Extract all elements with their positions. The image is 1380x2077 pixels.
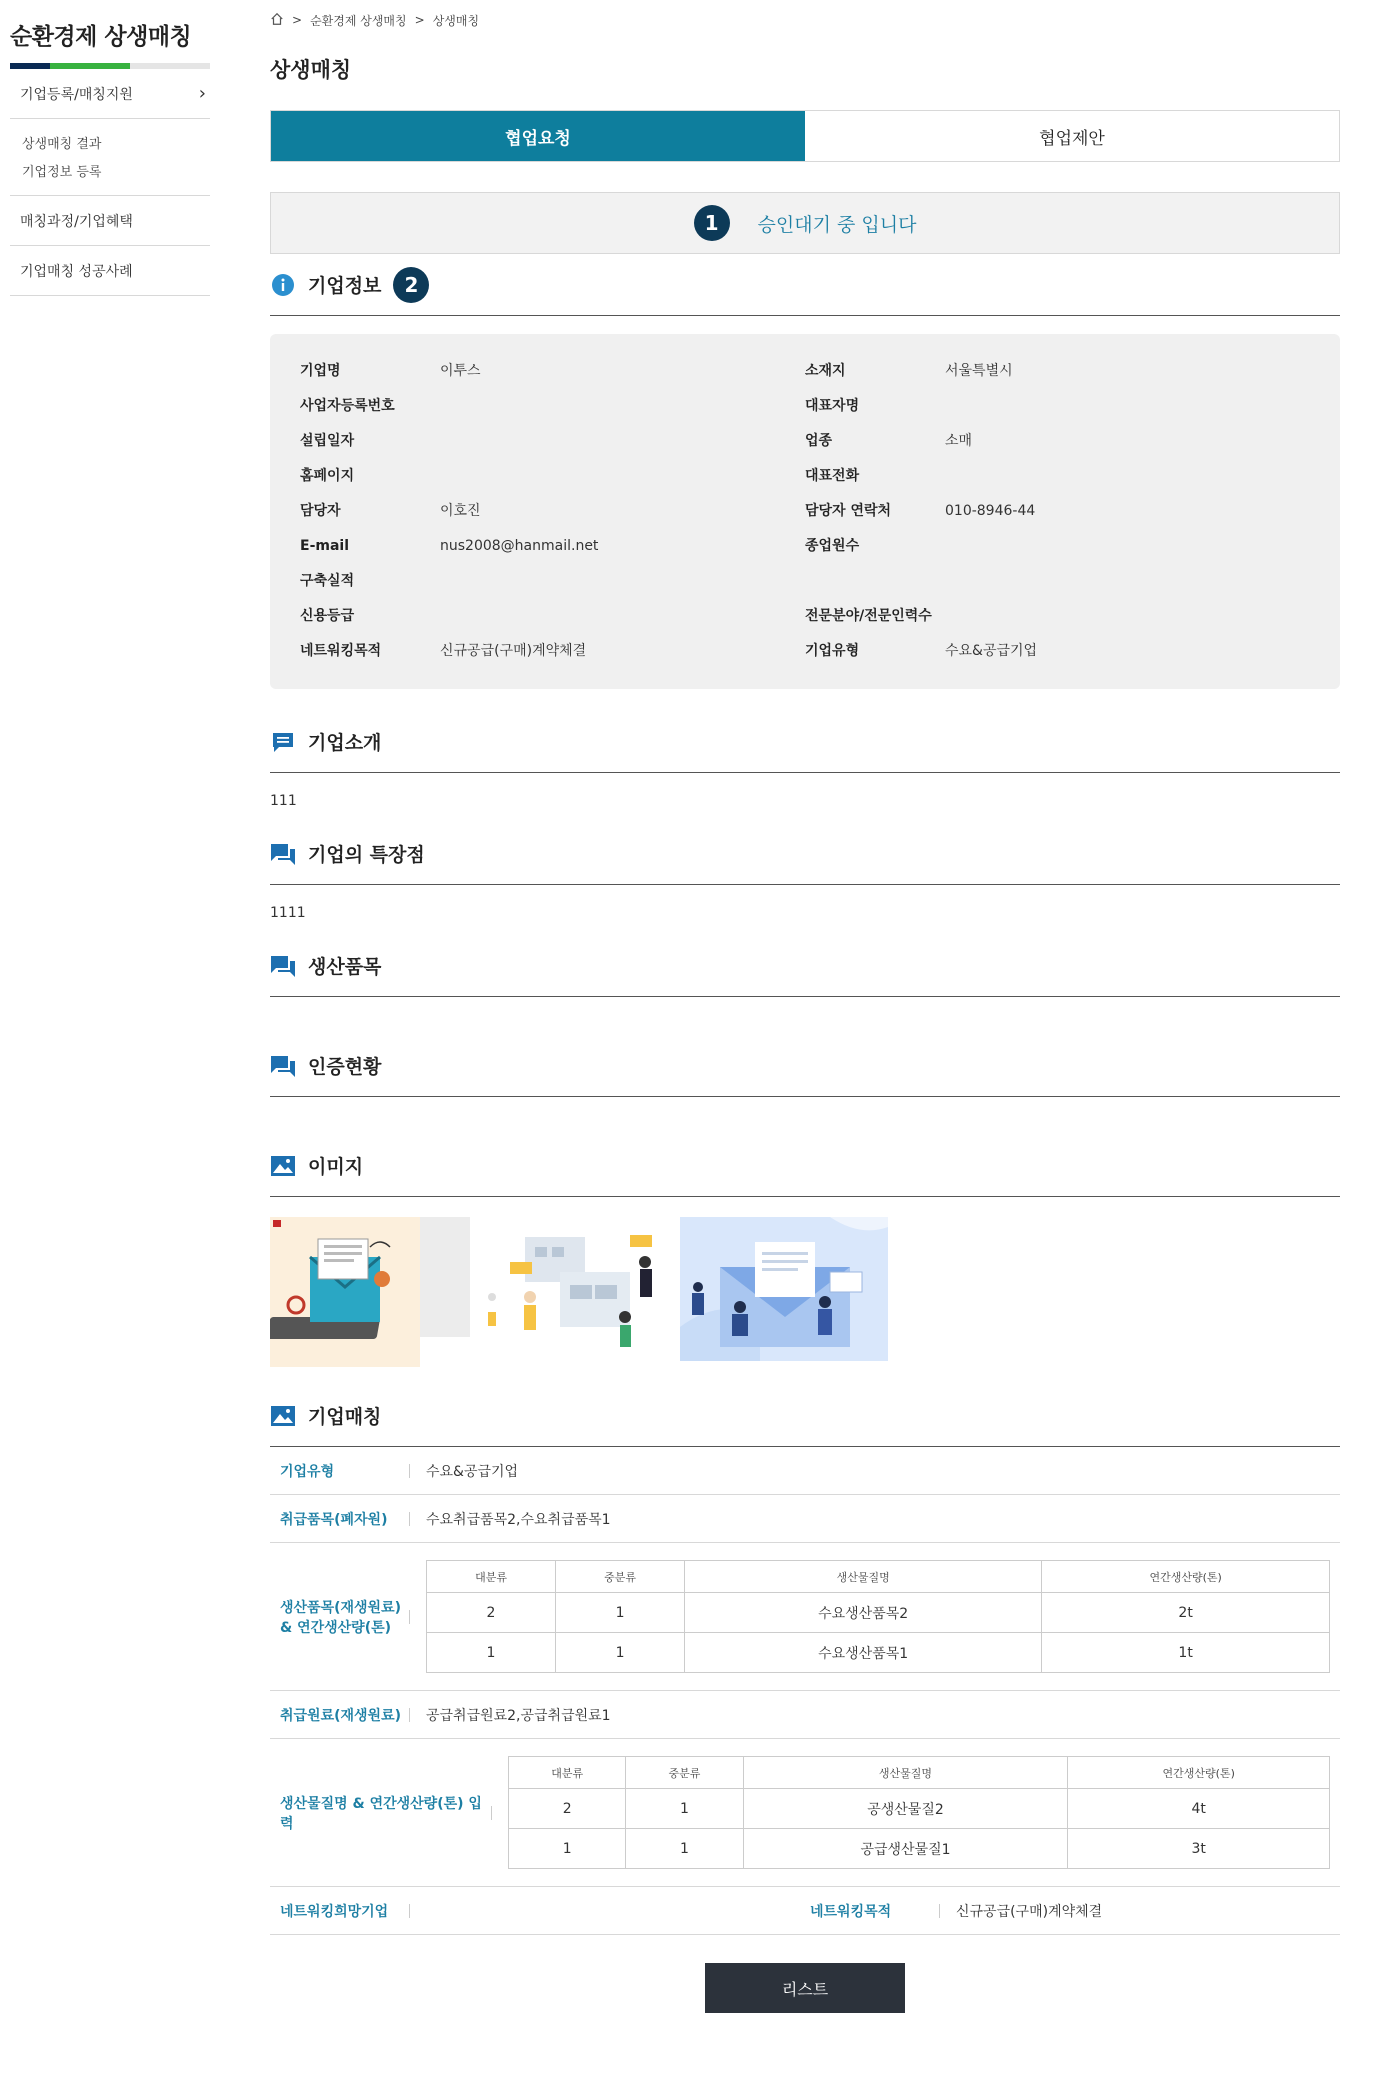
chat-icon — [270, 841, 296, 867]
matching-value: 공급취급원료2,공급취급원료1 — [426, 1707, 611, 1724]
table-header-row — [427, 1561, 1330, 1593]
gallery-image-collaboration[interactable] — [470, 1217, 680, 1367]
list-button[interactable]: 리스트 — [705, 1963, 905, 2013]
tab-collab-request[interactable]: 협업요청 — [271, 111, 805, 161]
section-title: 기업의 특장점 — [308, 844, 425, 866]
field-value — [440, 424, 805, 459]
supply-table — [508, 1756, 1330, 1869]
company-info-grid — [270, 334, 1340, 689]
sidebar-item-label: 매칭과정/기업혜택 — [20, 213, 133, 230]
image-gallery — [270, 1197, 1340, 1367]
section-title: 이미지 — [308, 1156, 364, 1178]
matching-row-supply — [270, 1739, 1340, 1887]
field-label: 기업명 — [300, 363, 341, 379]
field-value — [945, 599, 1310, 634]
matching-label: 네트워킹희망기업 — [270, 1901, 410, 1921]
table-cell: 2 — [509, 1789, 626, 1829]
sidebar-item-company-register[interactable] — [10, 69, 210, 119]
matching-value: 신규공급(구매)계약체결 — [956, 1903, 1103, 1920]
field-label — [805, 564, 945, 599]
matching-label: 취급품목(폐자원) — [270, 1509, 410, 1529]
image-icon — [270, 1403, 296, 1429]
table-cell: 2t — [1042, 1593, 1330, 1633]
field-value: 이호진 — [440, 503, 481, 519]
table-cell: 1t — [1042, 1633, 1330, 1673]
table-cell: 수요생산품목1 — [685, 1633, 1042, 1673]
table-header-cell: 대분류 — [509, 1757, 626, 1789]
field-label: E-mail — [300, 538, 350, 554]
field-label: 구축실적 — [300, 573, 355, 589]
field-label: 소재지 — [805, 363, 846, 379]
section-header-intro — [270, 711, 1340, 773]
table-header-row — [509, 1757, 1330, 1789]
table-header-cell: 연간생산량(톤) — [1042, 1561, 1330, 1593]
sidebar-submenu — [10, 119, 210, 196]
features-text: 1111 — [270, 905, 306, 921]
main-content — [270, 0, 1340, 2013]
breadcrumb-level1[interactable]: 순환경제 상생매칭 — [310, 13, 407, 28]
matching-row-handled-items — [270, 1495, 1340, 1543]
matching-row-raw-material — [270, 1691, 1340, 1739]
table-row — [427, 1633, 1330, 1673]
matching-label: 네트워킹목적 — [800, 1901, 940, 1921]
section-header-certifications — [270, 1035, 1340, 1097]
matching-value: 수요취급품목2,수요취급품목1 — [426, 1511, 611, 1528]
field-label: 담당자 연락처 — [805, 503, 892, 519]
breadcrumb-level2[interactable]: 상생매칭 — [432, 13, 480, 28]
table-header-cell: 생산물질명 — [685, 1561, 1042, 1593]
section-header-features — [270, 823, 1340, 885]
table-header-cell: 대분류 — [427, 1561, 556, 1593]
intro-text: 111 — [270, 793, 297, 809]
field-value — [945, 529, 1310, 564]
page-title: 상생매칭 — [270, 58, 352, 82]
matching-label — [270, 1597, 410, 1637]
field-label: 종업원수 — [805, 538, 860, 554]
matching-row-company-type — [270, 1447, 1340, 1495]
sidebar-title: 순환경제 상생매칭 — [10, 24, 192, 50]
field-value: 이투스 — [440, 363, 481, 379]
sidebar-subitem-company-register[interactable]: 기업정보 등록 — [22, 165, 102, 180]
matching-value: 수요&공급기업 — [426, 1463, 519, 1480]
sidebar-subitem-matching-result[interactable]: 상생매칭 결과 — [22, 137, 102, 152]
field-value — [945, 459, 1310, 494]
sidebar-item-label: 기업매칭 성공사례 — [20, 263, 133, 280]
field-value — [945, 564, 1310, 599]
sidebar-item-success-cases[interactable] — [10, 246, 210, 296]
table-cell: 4t — [1068, 1789, 1330, 1829]
table-cell: 1 — [509, 1829, 626, 1869]
field-value — [440, 459, 805, 494]
field-value: 신규공급(구매)계약체결 — [440, 643, 587, 659]
table-cell: 1 — [556, 1593, 685, 1633]
sidebar-item-label: 기업등록/매칭지원 — [20, 86, 133, 103]
table-cell: 2 — [427, 1593, 556, 1633]
field-label: 대표자명 — [805, 398, 860, 414]
table-header-cell: 생산물질명 — [743, 1757, 1068, 1789]
table-cell: 1 — [626, 1789, 743, 1829]
section-title: 기업정보 — [308, 275, 382, 297]
sidebar-accent-bar — [10, 63, 210, 69]
table-header-cell: 중분류 — [626, 1757, 743, 1789]
matching-row-networking — [270, 1887, 1340, 1935]
field-value: 소매 — [945, 433, 973, 449]
breadcrumb-separator: > — [414, 13, 425, 27]
matching-row-production — [270, 1543, 1340, 1691]
matching-label: 취급원료(재생원료) — [270, 1705, 410, 1725]
comment-icon — [270, 729, 296, 755]
matching-label-line: & 연간생산량(톤) — [280, 1619, 392, 1636]
breadcrumb — [270, 0, 1340, 40]
section-header-images — [270, 1135, 1340, 1197]
table-cell: 공급생산물질1 — [743, 1829, 1068, 1869]
gallery-image-email[interactable] — [680, 1217, 888, 1361]
section-title: 기업매칭 — [308, 1406, 382, 1428]
status-text: 승인대기 중 입니다 — [757, 213, 917, 236]
chat-icon — [270, 1053, 296, 1079]
field-value — [440, 389, 805, 424]
production-table-wrap — [410, 1560, 1340, 1673]
chat-icon — [270, 953, 296, 979]
section-header-products — [270, 935, 1340, 997]
table-cell: 공생산물질2 — [743, 1789, 1068, 1829]
table-cell: 수요생산품목2 — [685, 1593, 1042, 1633]
table-header-cell: 연간생산량(톤) — [1068, 1757, 1330, 1789]
image-icon — [270, 1153, 296, 1179]
field-label: 전문분야/전문인력수 — [805, 608, 932, 624]
field-label: 담당자 — [300, 503, 341, 519]
field-label: 신용등급 — [300, 608, 355, 624]
field-value: 수요&공급기업 — [945, 643, 1038, 659]
status-banner — [270, 192, 1340, 254]
breadcrumb-separator: > — [292, 13, 303, 27]
field-value — [945, 389, 1310, 424]
tab-collab-proposal[interactable]: 협업제안 — [805, 111, 1339, 161]
field-label: 기업유형 — [805, 643, 860, 659]
field-value — [440, 564, 805, 599]
step-badge: 2 — [393, 267, 429, 303]
section-title: 기업소개 — [308, 732, 382, 754]
step-badge: 1 — [694, 205, 730, 241]
matching-label-line: 생산품목(재생원료) — [280, 1599, 401, 1616]
section-header-matching — [270, 1385, 1340, 1447]
section-header-company-info — [270, 254, 1340, 316]
info-icon — [270, 272, 296, 298]
home-icon[interactable] — [270, 12, 284, 29]
sidebar — [10, 0, 210, 296]
table-row — [509, 1829, 1330, 1869]
field-label: 대표전화 — [805, 468, 860, 484]
table-cell: 1 — [626, 1829, 743, 1869]
table-cell: 1 — [427, 1633, 556, 1673]
section-title: 인증현황 — [308, 1056, 382, 1078]
table-cell: 1 — [556, 1633, 685, 1673]
field-label: 설립일자 — [300, 433, 355, 449]
chevron-right-icon: › — [198, 83, 206, 104]
field-value: 010-8946-44 — [945, 503, 1036, 519]
section-title: 생산품목 — [308, 956, 382, 978]
field-label: 홈페이지 — [300, 468, 355, 484]
field-label: 사업자등록번호 — [300, 398, 395, 414]
field-value: 서울특별시 — [945, 363, 1013, 379]
matching-label: 기업유형 — [270, 1461, 410, 1481]
supply-table-wrap — [492, 1756, 1340, 1869]
matching-label: 생산물질명 & 연간생산량(톤) 입력 — [270, 1793, 492, 1833]
table-cell: 3t — [1068, 1829, 1330, 1869]
tab-bar — [270, 110, 1340, 162]
table-row — [427, 1593, 1330, 1633]
sidebar-item-matching-process[interactable] — [10, 196, 210, 246]
gallery-image-newsletter[interactable] — [270, 1217, 470, 1367]
field-label: 업종 — [805, 433, 833, 449]
table-row — [509, 1789, 1330, 1829]
production-table — [426, 1560, 1330, 1673]
field-value: nus2008@hanmail.net — [440, 538, 599, 554]
field-value — [440, 599, 805, 634]
field-label: 네트워킹목적 — [300, 643, 382, 659]
table-header-cell: 중분류 — [556, 1561, 685, 1593]
